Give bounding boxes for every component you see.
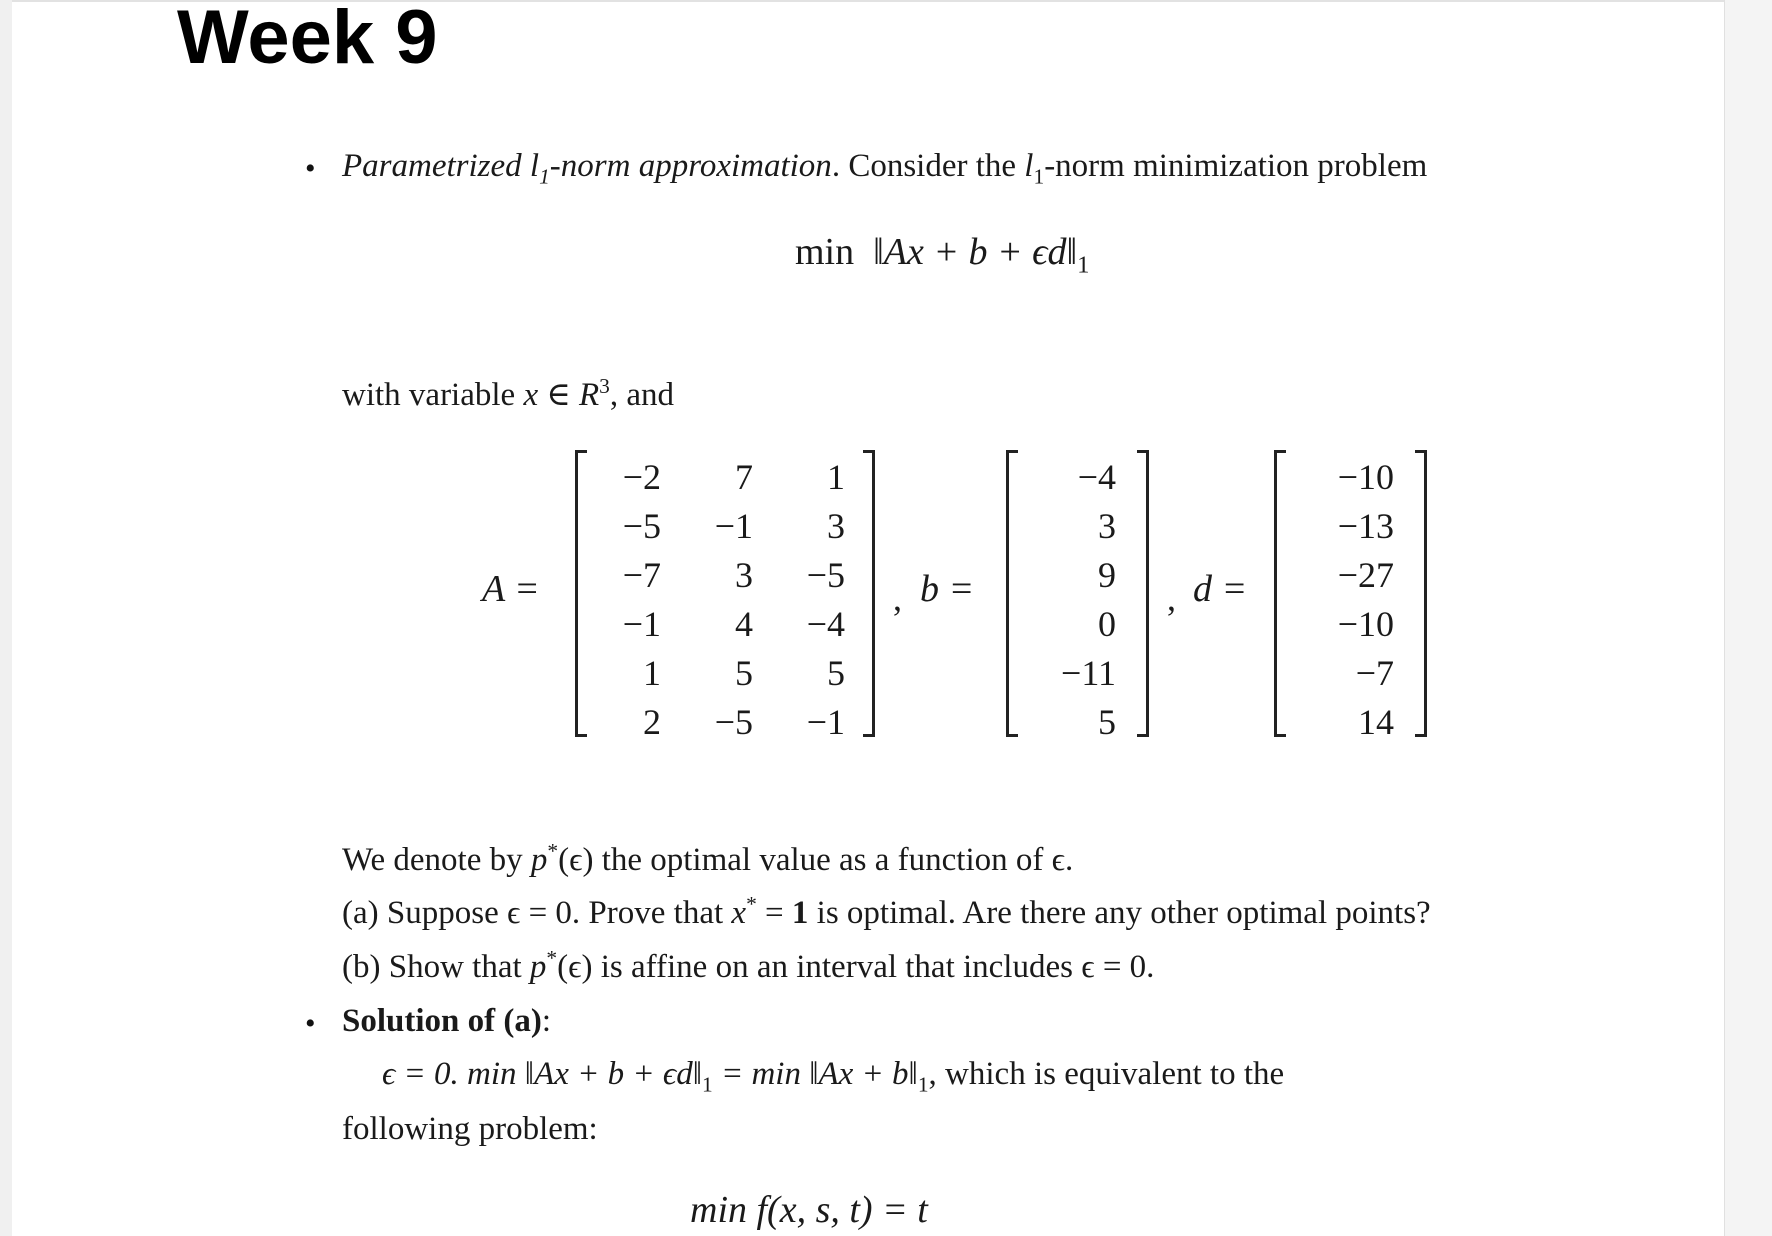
vector-d-cell: −7: [1355, 653, 1394, 693]
vector-d-cell: −27: [1337, 555, 1394, 595]
variable-line: with variable x ∈ $R^3$, and: [342, 374, 675, 413]
matrix-a-cell: −1: [806, 702, 845, 742]
vector-b-cell: 3: [1098, 506, 1116, 546]
vector-b-cell: 0: [1098, 604, 1116, 644]
vector-d-right-bracket: [1415, 450, 1427, 737]
vector-d-left-bracket: [1274, 450, 1286, 737]
matrix-a-cell: −5: [806, 555, 845, 595]
vector-d-cell: −13: [1337, 506, 1394, 546]
matrix-a-cell: 1: [643, 653, 661, 693]
matrix-a-cell: −2: [622, 457, 661, 497]
part-b-line: (b) Show that p*(ϵ) is affine on an interval that includes ϵ = 0.: [342, 946, 1155, 985]
matrix-a-cell: 3: [735, 555, 753, 595]
vector-d-cell: 14: [1358, 702, 1394, 742]
matrix-a: [597, 453, 845, 747]
part-a-line: (a) Suppose ϵ = 0. Prove that x* = 1 is optimal. Are there any other optimal points?: [342, 892, 1431, 931]
vector-b-cell: 5: [1098, 702, 1116, 742]
matrix-a-cell: −7: [622, 555, 661, 595]
matrix-a-cell: 5: [735, 653, 753, 693]
bullet-dot: •: [305, 1007, 316, 1040]
vector-b-left-bracket: [1006, 450, 1018, 737]
document-page: [12, 0, 1724, 1236]
reformulated-equation: min f(x, s, t) = t: [690, 1189, 928, 1231]
matrix-a-cell: 4: [735, 604, 753, 644]
comma: ,: [893, 578, 902, 618]
matrix-a-cell: −4: [806, 604, 845, 644]
matrix-a-cell: −1: [714, 506, 753, 546]
matrix-a-cell: 1: [827, 457, 845, 497]
vector-b-cell: −11: [1061, 653, 1116, 693]
matrix-a-cell: −5: [622, 506, 661, 546]
solution-line-1: ϵ = 0. min ‖Ax + $b + \epsilon d‖_1 = \min$ ‖Ax + $b‖_1$, which is equivalent to the: [382, 1056, 1285, 1097]
solution-heading: Solution of (a):: [342, 1003, 552, 1039]
matrix-a-left-bracket: [575, 450, 587, 737]
solution-line-2: following problem:: [342, 1111, 598, 1147]
scrollbar-area[interactable]: [1724, 0, 1772, 1236]
problem-title: Parametrized $l_1$-norm approximation: [342, 148, 832, 189]
vector-b-cell: −4: [1077, 457, 1116, 497]
matrix-a-cell: −5: [714, 702, 753, 742]
vector-d-label: d =: [1193, 568, 1248, 610]
vector-b: [1028, 453, 1116, 747]
matrix-a-right-bracket: [863, 450, 875, 737]
vector-d-cell: −10: [1337, 457, 1394, 497]
vector-b-label: b =: [920, 568, 975, 610]
bullet-dot: •: [305, 152, 316, 185]
objective-equation: min ‖Ax + $b + \epsilon d‖_1$: [795, 231, 1090, 279]
vector-b-right-bracket: [1137, 450, 1149, 737]
problem-intro-line: Parametrized $l_1$-norm approximation. Consider the $l_1$-norm minimization problem: [342, 148, 1428, 189]
vector-d: [1296, 453, 1394, 747]
matrix-a-label: A =: [482, 568, 540, 610]
page-title: Week 9: [177, 0, 438, 80]
comma: ,: [1167, 578, 1176, 618]
denote-line: We denote by p*(ϵ) the optimal value as a function of ϵ.: [342, 839, 1074, 878]
matrix-a-cell: 5: [827, 653, 845, 693]
matrix-a-cell: 7: [735, 457, 753, 497]
matrix-a-cell: 2: [643, 702, 661, 742]
vector-d-cell: −10: [1337, 604, 1394, 644]
vector-b-cell: 9: [1098, 555, 1116, 595]
matrix-a-cell: 3: [827, 506, 845, 546]
matrix-a-cell: −1: [622, 604, 661, 644]
